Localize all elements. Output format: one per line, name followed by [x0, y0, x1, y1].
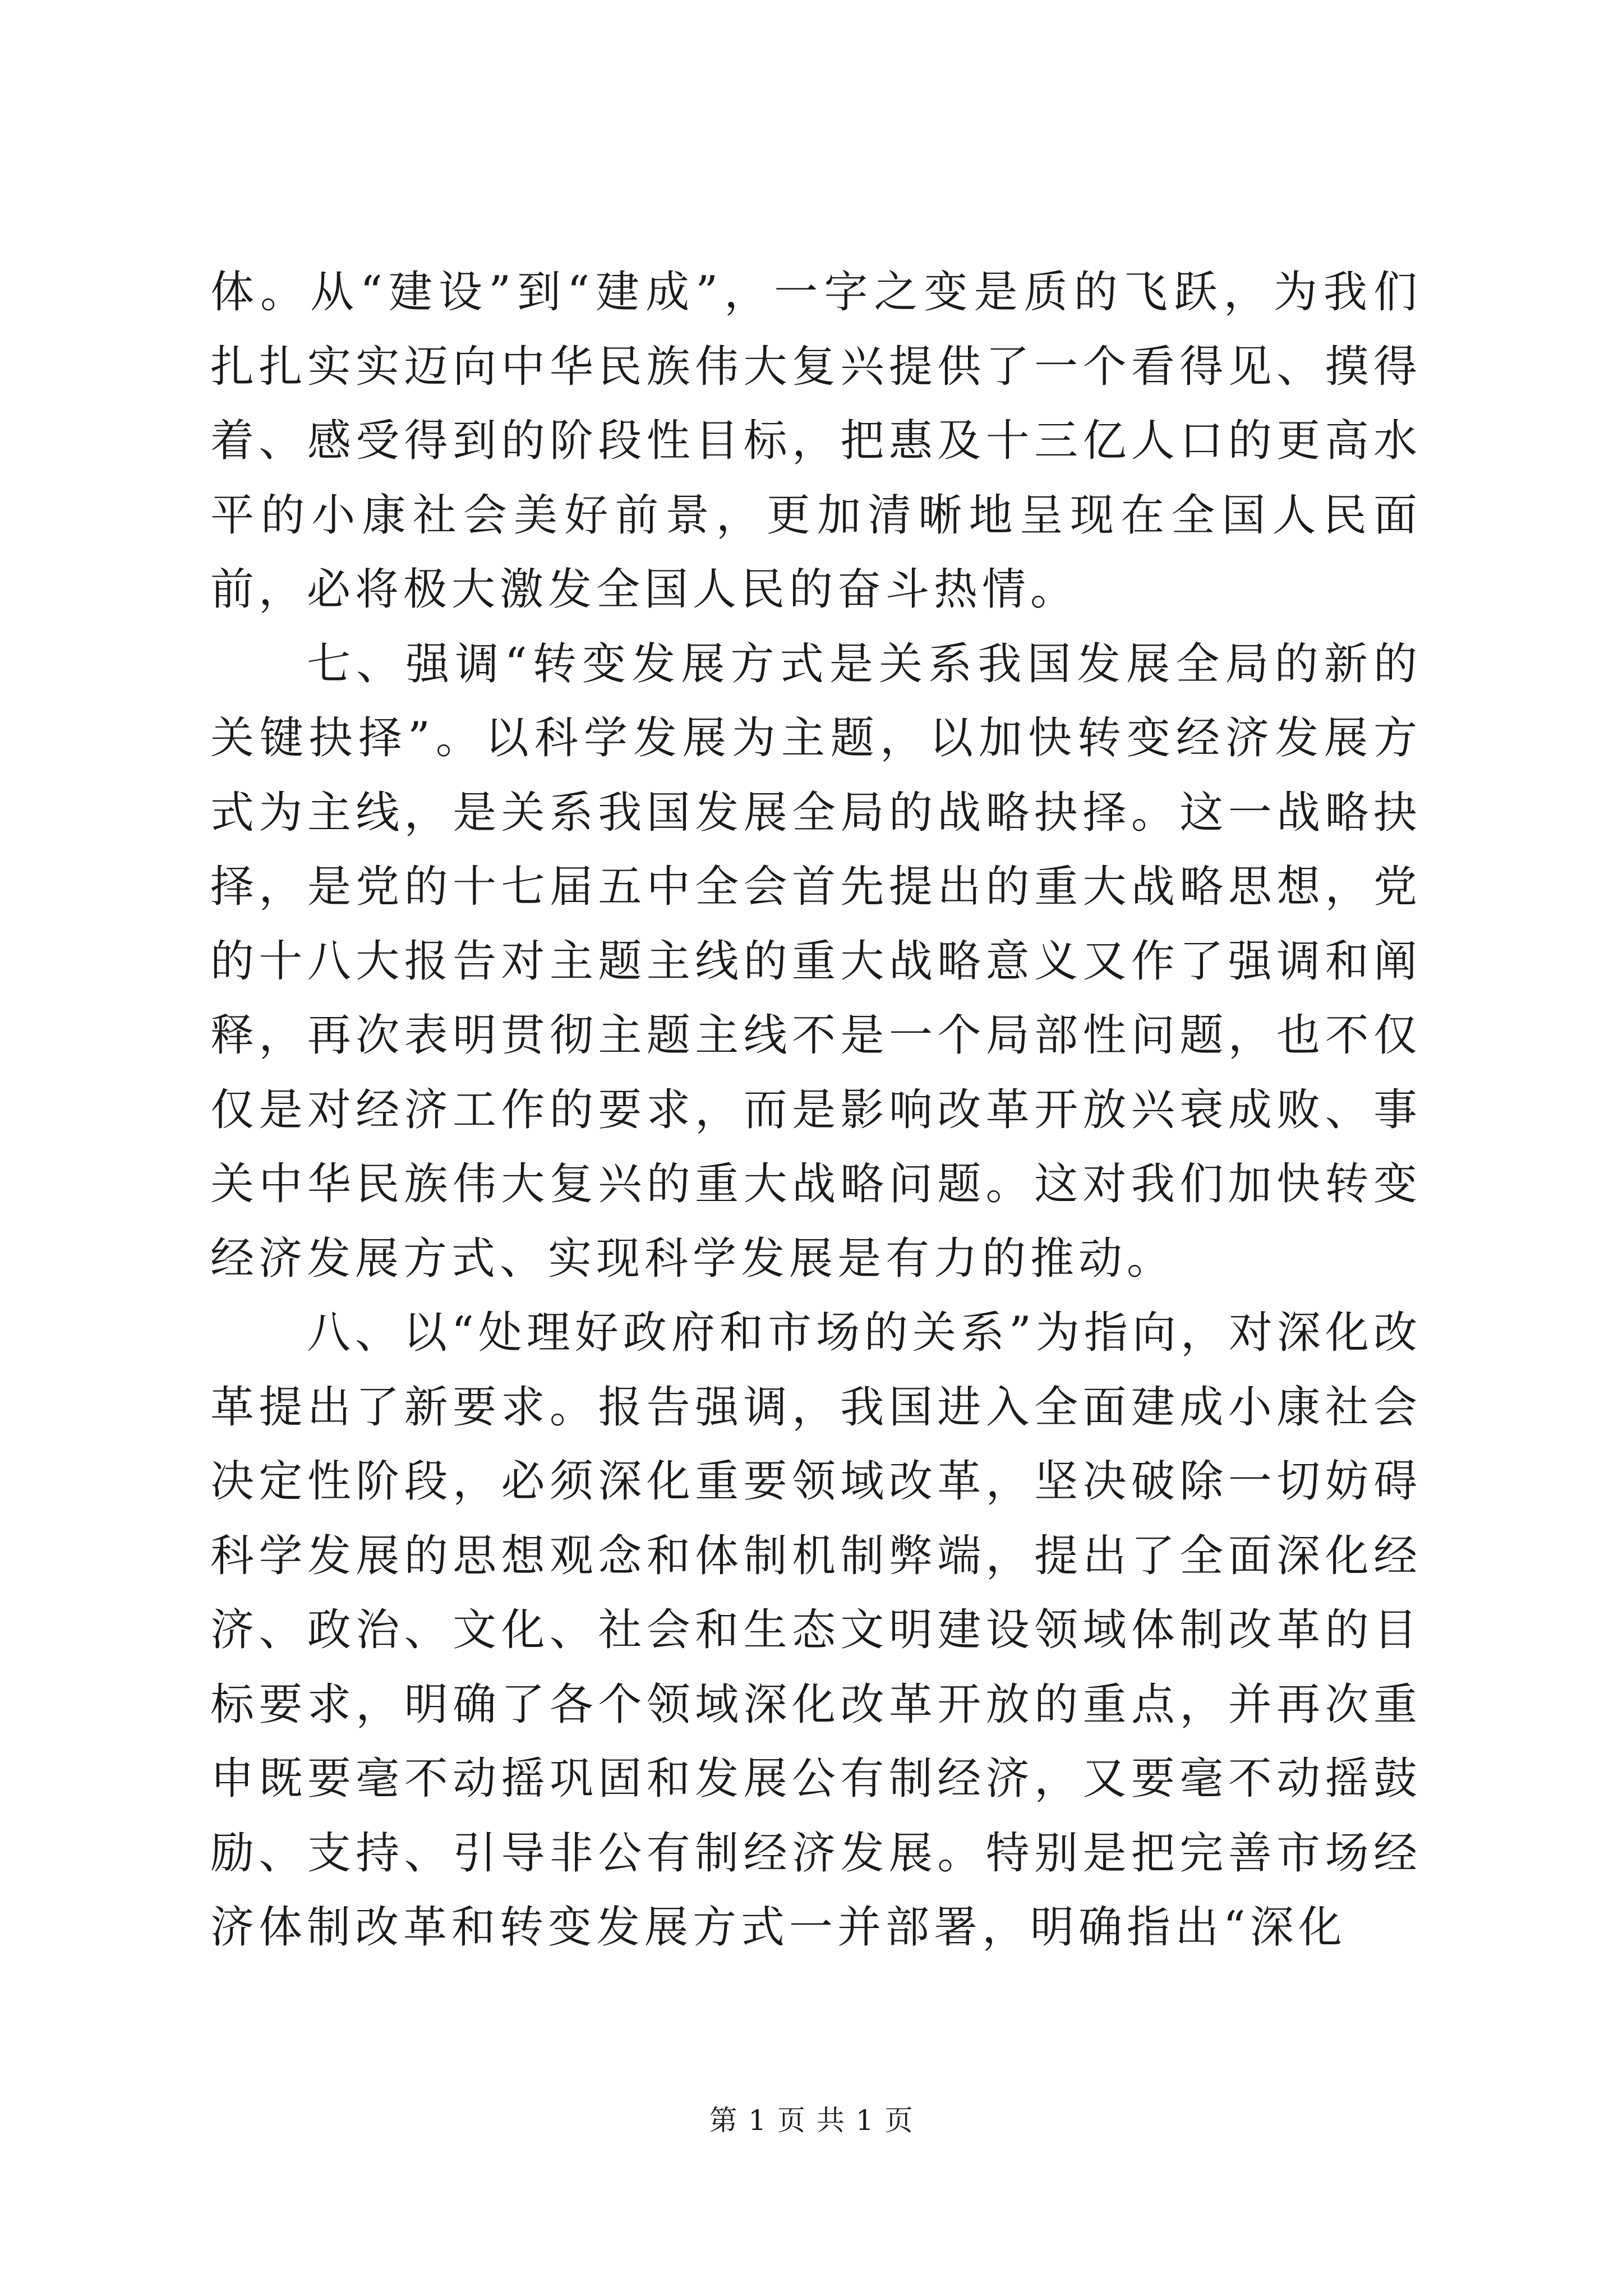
paragraph-continuation: 体。从“建设”到“建成”，一字之变是质的飞跃，为我们扎扎实实迈向中华民族伟大复兴提供了一个看得见、摸得着、感受得到的阶段性目标，把惠及十三亿人口的更高水平的小康社会美好前景，更加清晰地呈现在全国人民面前，必将极大激发全国人民的奋斗热情。 — [210, 267, 1422, 615]
paragraph-eight: 八、以“处理好政府和市场的关系”为指向，对深化改革提出了新要求。报告强调，我国进入全面建成小康社会决定性阶段，必须深化重要领域改革，坚决破除一切妨碍科学发展的思想观念和体制机制弊端，提出了全面深化经济、政治、文化、社会和生态文明建设领域体制改革的目标要求，明确了各个领域深化改革开放的重点，并再次重申既要毫不动摇巩固和发展公有制经济，又要毫不动摇鼓励、支持、引导非公有制经济发展。特别是把完善市场经济体制改革和转变发展方式一并部署，明确指出“深化 — [210, 1308, 1422, 1953]
paragraph-seven: 七、强调“转变发展方式是关系我国发展全局的新的关键抉择”。以科学发展为主题，以加快转变经济发展方式为主线，是关系我国发展全局的战略抉择。这一战略抉择，是党的十七届五中全会首先提出的重大战略思想，党的十八大报告对主题主线的重大战略意义又作了强调和阐释，再次表明贯彻主题主线不是一个局部性问题，也不仅仅是对经济工作的要求，而是影响改革开放兴衰成败、事关中华民族伟大复兴的重大战略问题。这对我们加快转变经济发展方式、实现科学发展是有力的推动。 — [210, 638, 1422, 1284]
page-footer: 第 1 页 共 1 页 — [709, 2104, 914, 2137]
document-body — [210, 255, 1422, 1965]
